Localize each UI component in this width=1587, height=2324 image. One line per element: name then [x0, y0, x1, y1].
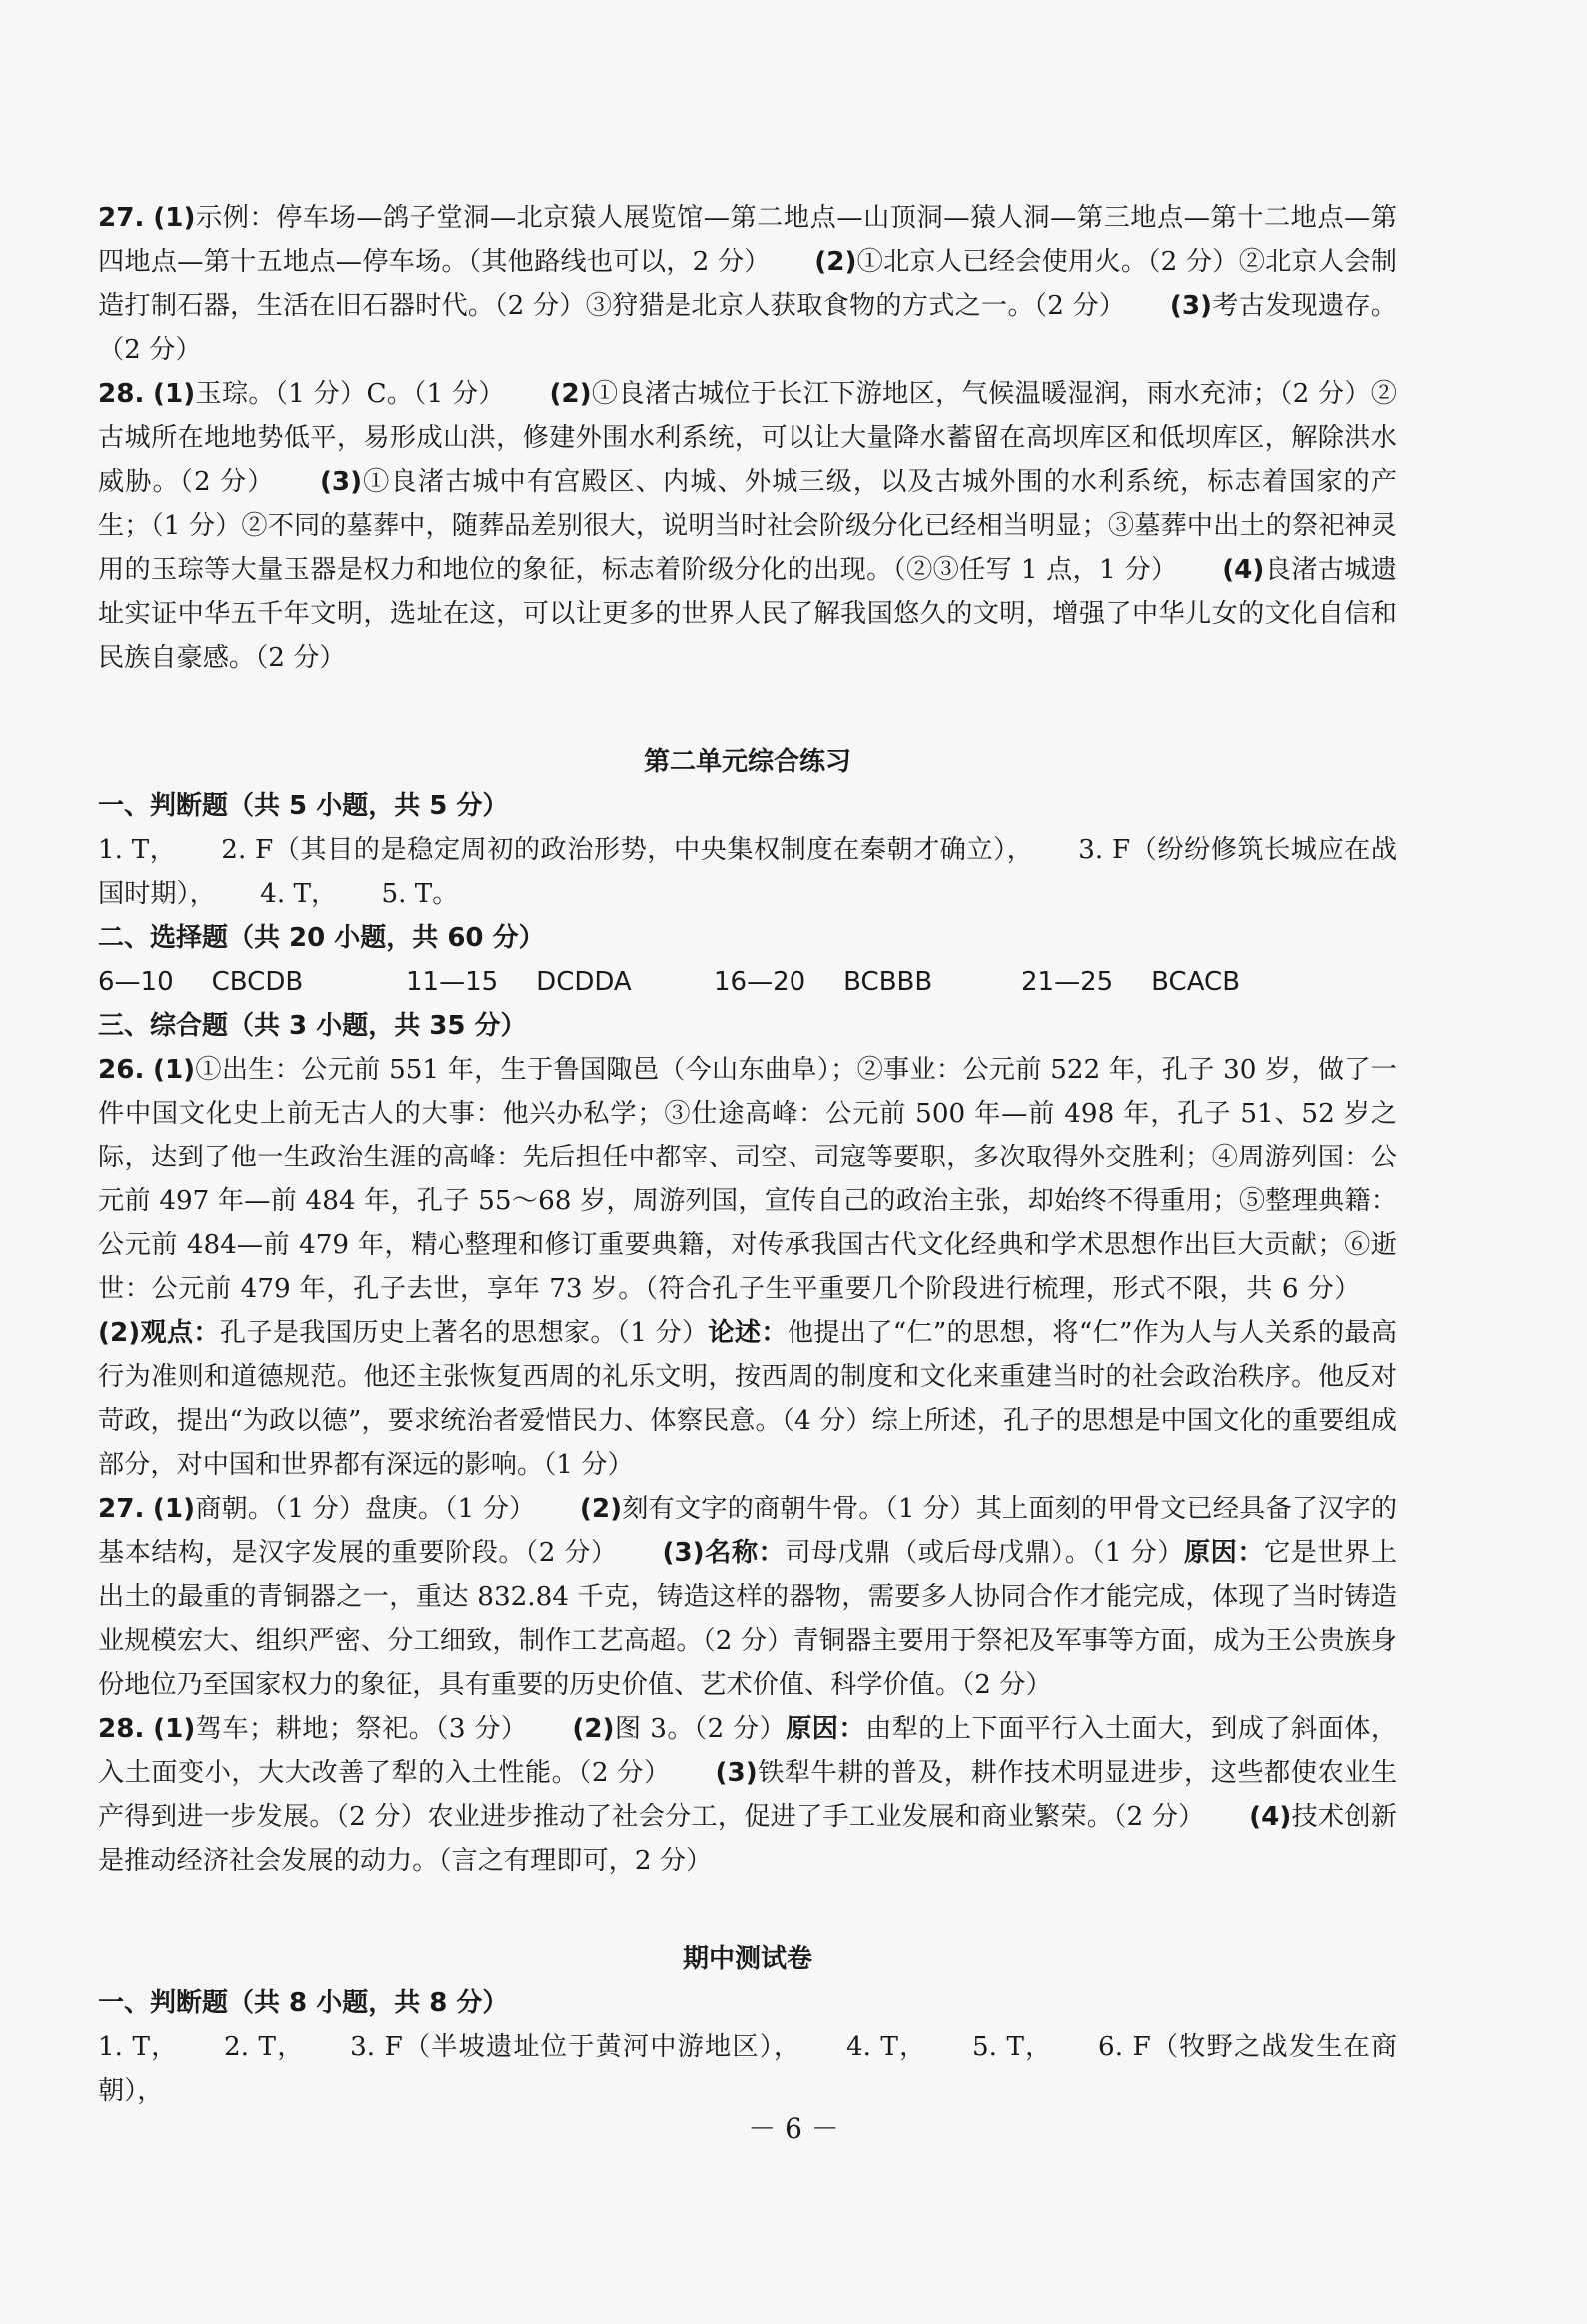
part-label: (1): [152, 1494, 196, 1524]
mc-letters: DCDDA: [536, 967, 632, 997]
q-number: 27.: [98, 1494, 145, 1524]
answer-text: 技术创新是推动经济社会发展的动力。（言之有理即可，2 分）: [98, 1802, 1397, 1876]
answer-text: 良渚古城遗址实证中华五千年文明，选址在这，可以让更多的世界人民了解我国悠久的文明，增强了中华儿女的文化自信和民族自豪感。（2 分）: [98, 555, 1397, 673]
answer-text: ①良渚古城位于长江下游地区，气候温暖湿润，雨水充沛；（2 分）②古城所在地地势低平，易形成山洪，修建外围水利系统，可以让大量降水蓄留在高坝库区和低坝库区，解除洪水威胁。（2 分）: [98, 379, 1397, 497]
tf-heading: 一、判断题（共 5 小题，共 5 分）: [98, 791, 509, 821]
tf-answers: [98, 828, 1397, 916]
answer-text: 刻有文字的商朝牛骨。（1 分）其上面刻的甲骨文已经具备了汉字的基本结构，是汉字发展的重要阶段。（2 分）: [98, 1494, 1398, 1568]
answer-text: 考古发现遗存。（2 分）: [98, 291, 1397, 365]
answer-text: 玉琮。（1 分）C。（1 分）: [195, 379, 505, 409]
mc-heading: 二、选择题（共 20 小题，共 60 分）: [98, 923, 545, 953]
part-label: (1): [153, 203, 196, 233]
unit2-q28: [98, 1707, 1397, 1883]
unit1-q28: [98, 372, 1397, 680]
q-number: 28.: [98, 379, 145, 409]
answer-text: 孔子是我国历史上著名的思想家。（1 分）: [219, 1318, 709, 1348]
mc-letters: BCBBB: [843, 967, 933, 997]
part-label: (2): [98, 1318, 141, 1348]
answer-text: ①出生：公元前 551 年，生于鲁国陬邑（今山东曲阜）；②事业：公元前 522 年，孔子 30 岁，做了一件中国文化史上前无古人的大事：他兴办私学；③仕途高峰：公元前 500 年—前 498 年，孔子 51、52 岁之际，达到了他一生政治生涯的高峰：先后担任中都宰、司空、司寇等要职，多次取得外交胜利；④周游列国：公元前 497 年—前 484 年，孔子 55～68 岁，周游列国，宣传自己的政治主张，却始终不得重用；⑤整理典籍：公元前 484—前 479 年，精心整理和修订重要典籍，对传承我国古代文化经典和学术思想作出巨大贡献；⑥逝世：公元前 479 年，孔子去世，享年 73 岁。（符合孔子生平重要几个阶段进行梳理，形式不限，共 6 分）: [98, 1055, 1397, 1304]
q-number: 27.: [98, 203, 145, 233]
page-number: － 6 －: [748, 2112, 839, 2145]
comp-heading: 三、综合题（共 3 小题，共 35 分）: [98, 1011, 527, 1041]
unit2-q26: [98, 1048, 1397, 1487]
answer-text: ①北京人已经会使用火。（2 分）②北京人会制造打制石器，生活在旧石器时代。（2 分）③狩猎是北京人获取食物的方式之一。（2 分）: [98, 247, 1397, 321]
mc-range: 11—15: [406, 967, 499, 997]
tf-answer: 2. T，: [224, 2032, 305, 2062]
answer-text: 司母戊鼎（或后母戊鼎）。（1 分）: [785, 1538, 1184, 1568]
answer-text: 图 3。（2 分）: [614, 1714, 787, 1744]
tf-answer: 4. T，: [260, 879, 338, 909]
part-label: (2): [549, 379, 592, 409]
part-label: (2): [814, 247, 857, 277]
part-label: (2): [579, 1494, 623, 1524]
mc-group: [406, 960, 714, 1004]
tf-answer: 1. T，: [98, 2032, 179, 2062]
part-label: (1): [152, 1055, 196, 1085]
unit2-q27: [98, 1487, 1397, 1707]
part-label: (3): [319, 467, 363, 497]
part-label: (2): [572, 1714, 615, 1744]
tf-answer: 3. F（半坡遗址位于黄河中游地区），: [350, 2032, 801, 2062]
part-label: (4): [1222, 555, 1265, 585]
tf-answer: 3. F（纷纷修筑长城应在战国时期），: [98, 835, 1397, 909]
answer-text: 铁犁牛耕的普及，耕作技术明显进步，这些都使农业生产得到进一步发展。（2 分）农业进步推动了社会分工，促进了手工业发展和商业繁荣。（2 分）: [98, 1758, 1398, 1832]
part-label: (3): [1169, 291, 1213, 321]
reason-label: 原因：: [786, 1714, 866, 1744]
part-label: (4): [1249, 1802, 1292, 1832]
section-title: 期中测试卷: [682, 1944, 812, 1974]
tf-heading: 一、判断题（共 8 小题，共 8 分）: [98, 1988, 509, 2018]
tf-answer: 4. T，: [845, 2032, 927, 2062]
q-number: 28.: [98, 1714, 145, 1744]
q-number: 26.: [98, 1055, 145, 1085]
reason-label: 原因：: [1183, 1538, 1265, 1568]
tf-answer: 2. F（其目的是稳定周初的政治形势，中央集权制度在秦朝才确立），: [221, 835, 1034, 865]
answer-text: 驾车；耕地；祭祀。（3 分）: [195, 1714, 528, 1744]
answer-text: 他提出了“仁”的思想，将“仁”作为人与人关系的最高行为准则和道德规范。他还主张恢复西周的礼乐文明，按西周的制度和文化来重建当时的社会政治秩序。他反对苛政，提出“为政以德”，要求统治者爱惜民力、体察民意。（4 分）综上所述，孔子的思想是中国文化的重要组成部分，对中国和世界都有深远的影响。（1 分）: [98, 1318, 1398, 1480]
answer-text: 商朝。（1 分）盘庚。（1 分）: [195, 1494, 536, 1524]
unit1-q27: [98, 196, 1397, 372]
answer-text: 示例：停车场—鸽子堂洞—北京猿人展览馆—第二地点—山顶洞—猿人洞—第三地点—第十二地点—第四地点—第十五地点—停车场。（其他路线也可以，2 分）: [98, 203, 1398, 277]
tf-answer: 5. T，: [971, 2032, 1053, 2062]
tf-answer: 5. T。: [381, 879, 459, 909]
mc-range: 21—25: [1021, 967, 1114, 997]
mc-letters: BCACB: [1151, 967, 1241, 997]
part-label: (3): [662, 1538, 705, 1568]
tf-answer: 1. T，: [98, 835, 177, 865]
answer-text: 它是世界上出土的最重的青铜器之一，重达 832.84 千克，铸造这样的器物，需要多人协同合作才能完成，体现了当时铸造业规模宏大、组织严密、分工细致，制作工艺高超。（2 分）青铜器主要用于祭祀及军事等方面，成为王公贵族身份地位乃至国家权力的象征，具有重要的历史价值、艺术价值、科学价值。（2 分）: [98, 1538, 1398, 1700]
mc-group: [98, 960, 406, 1004]
name-label: 名称：: [704, 1538, 786, 1568]
section-title: 第二单元综合练习: [643, 747, 851, 777]
part-label: (1): [153, 1714, 196, 1744]
mc-range: 16—20: [714, 967, 806, 997]
answer-text: 由犁的上下面平行入土面大，到成了斜面体，入土面变小，大大改善了犁的入土性能。（2 分）: [98, 1714, 1398, 1788]
answer-text: ①良渚古城中有宫殿区、内城、外城三级，以及古城外围的水利系统，标志着国家的产生；（1 分）②不同的墓葬中，随葬品差别很大，说明当时社会阶级分化已经相当明显；③墓葬中出土的祭祀神灵用的玉琮等大量玉器是权力和地位的象征，标志着阶级分化的出现。（②③任写 1 点，1 分）: [98, 467, 1398, 585]
viewpoint-label: 观点：: [140, 1318, 220, 1348]
mc-answers: [98, 960, 1397, 1004]
mc-group: [1021, 960, 1329, 1004]
mc-letters: CBCDB: [211, 967, 304, 997]
tf-answer: 6. F（牧野之战发生在商朝），: [98, 2032, 1398, 2106]
part-label: (3): [715, 1758, 758, 1788]
mc-group: [714, 960, 1021, 1004]
part-label: (1): [153, 379, 196, 409]
tf-answers: [98, 2025, 1397, 2113]
mc-range: 6—10: [98, 967, 174, 997]
argument-label: 论述：: [708, 1318, 788, 1348]
